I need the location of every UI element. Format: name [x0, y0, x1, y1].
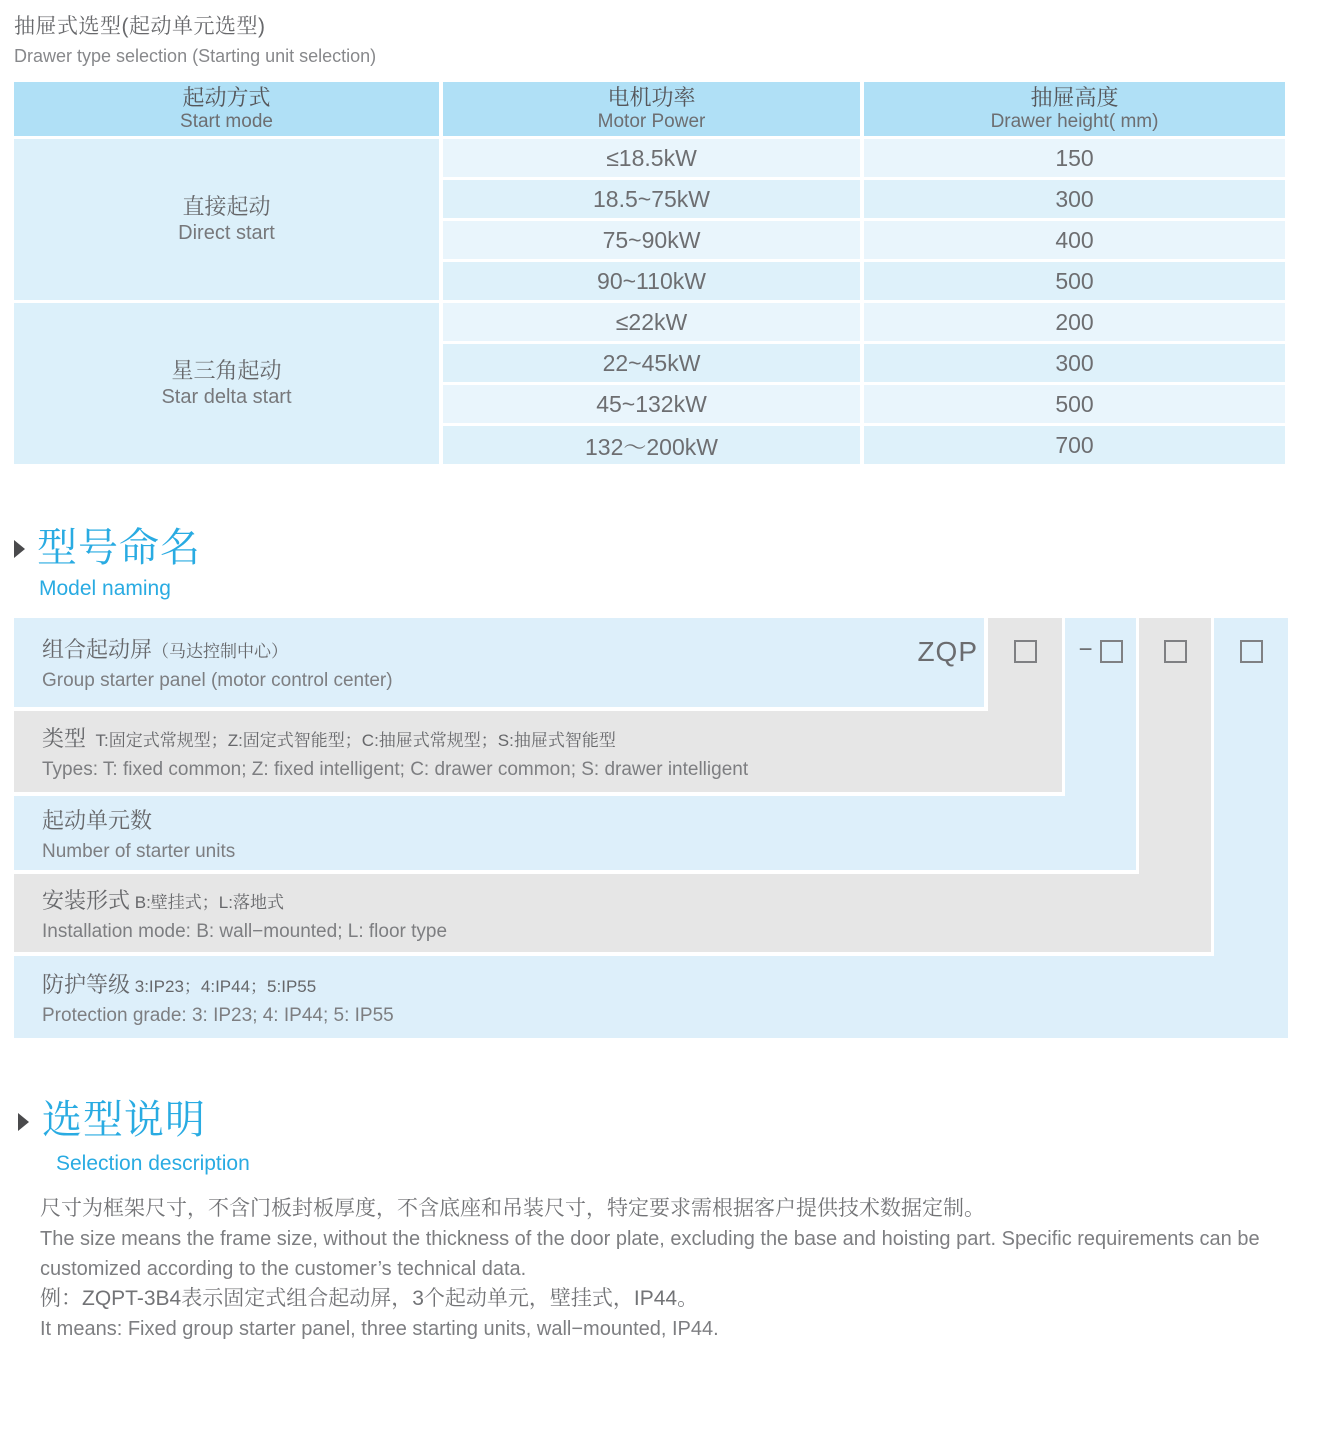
group-star-delta-cn: 星三角起动	[171, 358, 282, 383]
page-title-en: Drawer type selection (Starting unit selection)	[14, 46, 377, 66]
naming-row-cn-main: 类型	[42, 726, 87, 751]
selection-description-title-cn: 选型说明	[42, 1098, 206, 1142]
group-cell-direct-start	[14, 139, 439, 300]
header-start-mode-cn: 起动方式	[182, 85, 271, 110]
power-cell: ≤22kW	[443, 303, 860, 341]
group-cell-star-delta-start	[14, 303, 439, 464]
section-arrow-icon	[14, 540, 25, 558]
naming-row-group-starter-panel	[14, 618, 984, 707]
placeholder-box-icon	[1100, 640, 1123, 663]
description-line: It means: Fixed group starter panel, three starting units, wall−mounted, IP44.	[40, 1318, 719, 1340]
description-line: 例：ZQPT-3B4表示固定式组合起动屏，3个起动单元，壁挂式，IP44。	[40, 1287, 699, 1310]
table-header-drawer-height	[864, 82, 1285, 136]
model-naming-title-cn: 型号命名	[37, 526, 201, 570]
description-line: The size means the frame size, without the thickness of the door plate, excluding the base and hoisting part. Specific requirements can be	[40, 1228, 1260, 1250]
height-cell: 150	[864, 139, 1285, 177]
naming-row-installation-mode	[14, 874, 1211, 952]
selection-description-title-en: Selection description	[56, 1152, 250, 1175]
naming-row-en: Group starter panel (motor control center)	[42, 670, 393, 691]
group-direct-start-cn: 直接起动	[182, 194, 271, 219]
description-line: customized according to the customer’s technical data.	[40, 1258, 527, 1280]
naming-row-cn	[42, 884, 1211, 915]
naming-column-type	[988, 618, 1062, 792]
drawer-selection-table	[14, 82, 1285, 464]
naming-row-cn	[42, 804, 1136, 835]
power-cell: 90~110kW	[443, 262, 860, 300]
naming-column-installation	[1139, 618, 1211, 952]
selection-description-heading	[42, 1098, 250, 1176]
page-title	[14, 10, 376, 67]
naming-row-cn-sub: 3:IP23；4:IP44；5:IP55	[134, 976, 317, 996]
model-naming-heading	[37, 526, 201, 601]
height-cell: 700	[864, 426, 1285, 464]
group-star-delta-en: Star delta start	[161, 386, 292, 408]
height-cell: 300	[864, 344, 1285, 382]
naming-row-cn-main: 安装形式	[42, 887, 131, 913]
table-header-start-mode	[14, 82, 439, 136]
model-naming-title-en: Model naming	[39, 577, 171, 600]
naming-row-cn-sub: B:壁挂式；L:落地式	[134, 892, 284, 912]
selection-description-body	[40, 1194, 1295, 1344]
height-cell: 400	[864, 221, 1285, 259]
naming-row-cn	[42, 968, 1288, 999]
naming-column-units	[1065, 618, 1136, 870]
naming-row-cn	[42, 633, 984, 664]
naming-row-types	[14, 711, 1062, 792]
naming-row-cn-main: 起动单元数	[42, 807, 153, 833]
group-direct-start-en: Direct start	[178, 222, 275, 244]
power-cell: ≤18.5kW	[443, 139, 860, 177]
naming-row-cn-sub: （马达控制中心）	[152, 642, 289, 661]
naming-row-cn-main: 防护等级	[42, 971, 131, 997]
naming-row-en: Protection grade: 3: IP23; 4: IP44; 5: IP55	[42, 1004, 394, 1026]
naming-row-en: Installation mode: B: wall−mounted; L: floor type	[42, 920, 448, 942]
power-cell: 75~90kW	[443, 221, 860, 259]
height-cell: 200	[864, 303, 1285, 341]
table-header-motor-power	[443, 82, 860, 136]
naming-row-cn	[42, 722, 1062, 753]
model-naming-diagram	[14, 618, 1288, 1038]
height-cell: 300	[864, 180, 1285, 218]
placeholder-box-icon	[1014, 640, 1037, 663]
naming-column-protection	[1214, 618, 1288, 1038]
power-cell: 22~45kW	[443, 344, 860, 382]
height-cell: 500	[864, 385, 1285, 423]
header-motor-power-cn: 电机功率	[607, 85, 696, 110]
power-cell: 45~132kW	[443, 385, 860, 423]
naming-row-starter-units	[14, 796, 1136, 870]
header-drawer-height-en: Drawer height( mm)	[990, 111, 1159, 132]
section-arrow-icon	[18, 1113, 29, 1131]
header-start-mode-en: Start mode	[180, 111, 273, 132]
naming-row-cn-sub: T:固定式常规型；Z:固定式智能型；C:抽屉式常规型；S:抽屉式智能型	[95, 731, 616, 750]
power-cell: 132～200kW	[443, 426, 860, 464]
placeholder-box-icon	[1240, 640, 1263, 663]
placeholder-box-icon	[1164, 640, 1187, 663]
page-title-cn: 抽屉式选型(起动单元选型)	[14, 15, 266, 38]
height-cell: 500	[864, 262, 1285, 300]
naming-row-protection-grade	[14, 956, 1288, 1038]
header-motor-power-en: Motor Power	[597, 111, 706, 132]
naming-row-en: Types: T: fixed common; Z: fixed intelligent; C: drawer common; S: drawer intelligent	[42, 759, 749, 780]
power-cell: 18.5~75kW	[443, 180, 860, 218]
description-line: 尺寸为框架尺寸，不含门板封板厚度，不含底座和吊装尺寸，特定要求需根据客户提供技术数据定制。	[40, 1197, 985, 1220]
dash-glyph: −	[1078, 636, 1093, 663]
naming-row-cn-main: 组合起动屏	[42, 637, 153, 662]
header-drawer-height-cn: 抽屉高度	[1030, 85, 1119, 110]
model-prefix: ZQP	[917, 636, 978, 667]
naming-row-en: Number of starter units	[42, 840, 236, 862]
